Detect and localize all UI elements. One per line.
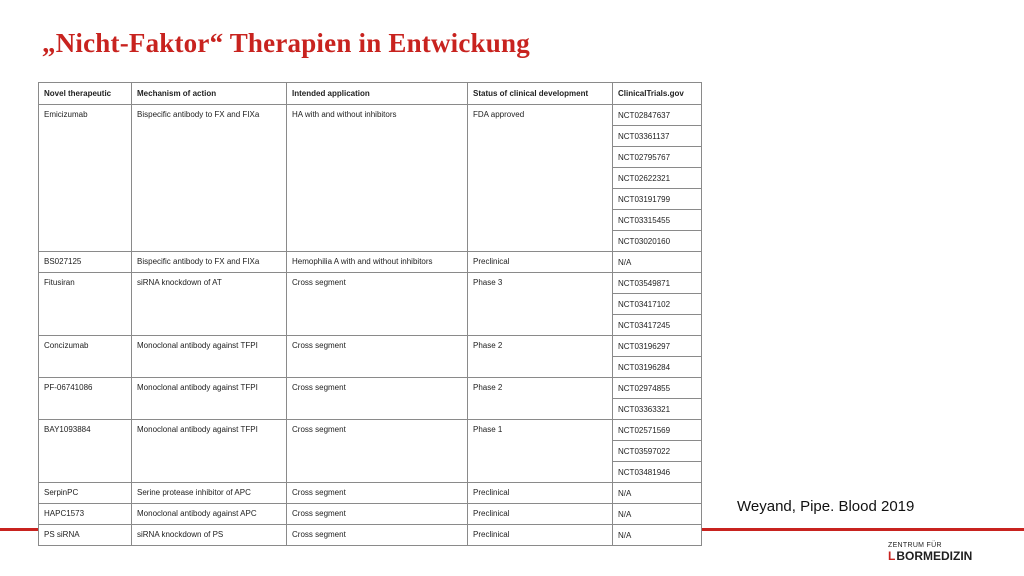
cell-trial-id: NCT03417245 [613,315,702,336]
cell-trial-id: NCT03481946 [613,462,702,483]
cell-application: HA with and without inhibitors [287,105,468,252]
header-application: Intended application [287,83,468,105]
cell-status: Preclinical [468,504,613,525]
cell-application: Cross segment [287,483,468,504]
cell-therapeutic: Emicizumab [39,105,132,252]
cell-trial-id: NCT02974855 [613,378,702,399]
cell-mechanism: Monoclonal antibody against TFPI [132,336,287,378]
cell-status: Phase 2 [468,378,613,420]
therapies-table [38,82,702,546]
table-header-row [39,83,702,105]
cell-trial-id: N/A [613,252,702,273]
cell-therapeutic: SerpinPC [39,483,132,504]
cell-mechanism: Bispecific antibody to FX and FIXa [132,105,287,252]
cell-trial-id: NCT02847637 [613,105,702,126]
cell-trial-id: NCT03597022 [613,441,702,462]
cell-therapeutic: BS027125 [39,252,132,273]
cell-status: Preclinical [468,252,613,273]
cell-application: Cross segment [287,273,468,336]
cell-mechanism: siRNA knockdown of AT [132,273,287,336]
table-row [39,336,702,357]
cell-therapeutic: Concizumab [39,336,132,378]
cell-status: Preclinical [468,483,613,504]
cell-application: Cross segment [287,336,468,378]
cell-trial-id: NCT03191799 [613,189,702,210]
cell-trial-id: NCT03196284 [613,357,702,378]
header-clinicaltrials: ClinicalTrials.gov [613,83,702,105]
cell-therapeutic: PF-06741086 [39,378,132,420]
cell-therapeutic: BAY1093884 [39,420,132,483]
cell-mechanism: Monoclonal antibody against APC [132,504,287,525]
logo [888,542,972,563]
cell-trial-id: N/A [613,504,702,525]
header-novel-therapeutic: Novel therapeutic [39,83,132,105]
cell-trial-id: N/A [613,525,702,546]
table-row [39,483,702,504]
table-row [39,105,702,126]
cell-mechanism: Monoclonal antibody against TFPI [132,378,287,420]
accent-rule-right [702,528,1024,531]
table-row [39,525,702,546]
cell-application: Hemophilia A with and without inhibitors [287,252,468,273]
cell-therapeutic: HAPC1573 [39,504,132,525]
cell-trial-id: NCT03363321 [613,399,702,420]
logo-wordmark [888,550,972,563]
table-row [39,378,702,399]
cell-application: Cross segment [287,525,468,546]
slide-title: „Nicht-Faktor“ Therapien in Entwickung [42,28,530,58]
cell-trial-id: NCT03549871 [613,273,702,294]
cell-trial-id: NCT03020160 [613,231,702,252]
cell-application: Cross segment [287,378,468,420]
cell-trial-id: NCT03196297 [613,336,702,357]
cell-trial-id: NCT02622321 [613,168,702,189]
header-mechanism: Mechanism of action [132,83,287,105]
logo-wordmark-rest: BORMEDIZIN [896,549,973,563]
table-row [39,504,702,525]
cell-status: Phase 2 [468,336,613,378]
cell-mechanism: Bispecific antibody to FX and FIXa [132,252,287,273]
cell-therapeutic: Fitusiran [39,273,132,336]
table-row [39,273,702,294]
cell-trial-id: NCT03361137 [613,126,702,147]
cell-status: Phase 1 [468,420,613,483]
table-row [39,420,702,441]
logo-mark: L [888,549,896,563]
cell-status: Phase 3 [468,273,613,336]
accent-rule-left [0,528,38,531]
cell-mechanism: siRNA knockdown of PS [132,525,287,546]
cell-status: FDA approved [468,105,613,252]
cell-trial-id: NCT02795767 [613,147,702,168]
cell-trial-id: NCT02571569 [613,420,702,441]
cell-mechanism: Serine protease inhibitor of APC [132,483,287,504]
citation: Weyand, Pipe. Blood 2019 [737,498,915,515]
cell-mechanism: Monoclonal antibody against TFPI [132,420,287,483]
cell-application: Cross segment [287,420,468,483]
table-row [39,252,702,273]
logo-line1: ZENTRUM FÜR [888,542,942,549]
cell-status: Preclinical [468,525,613,546]
cell-trial-id: N/A [613,483,702,504]
cell-application: Cross segment [287,504,468,525]
header-status: Status of clinical development [468,83,613,105]
cell-trial-id: NCT03417102 [613,294,702,315]
cell-therapeutic: PS siRNA [39,525,132,546]
cell-trial-id: NCT03315455 [613,210,702,231]
